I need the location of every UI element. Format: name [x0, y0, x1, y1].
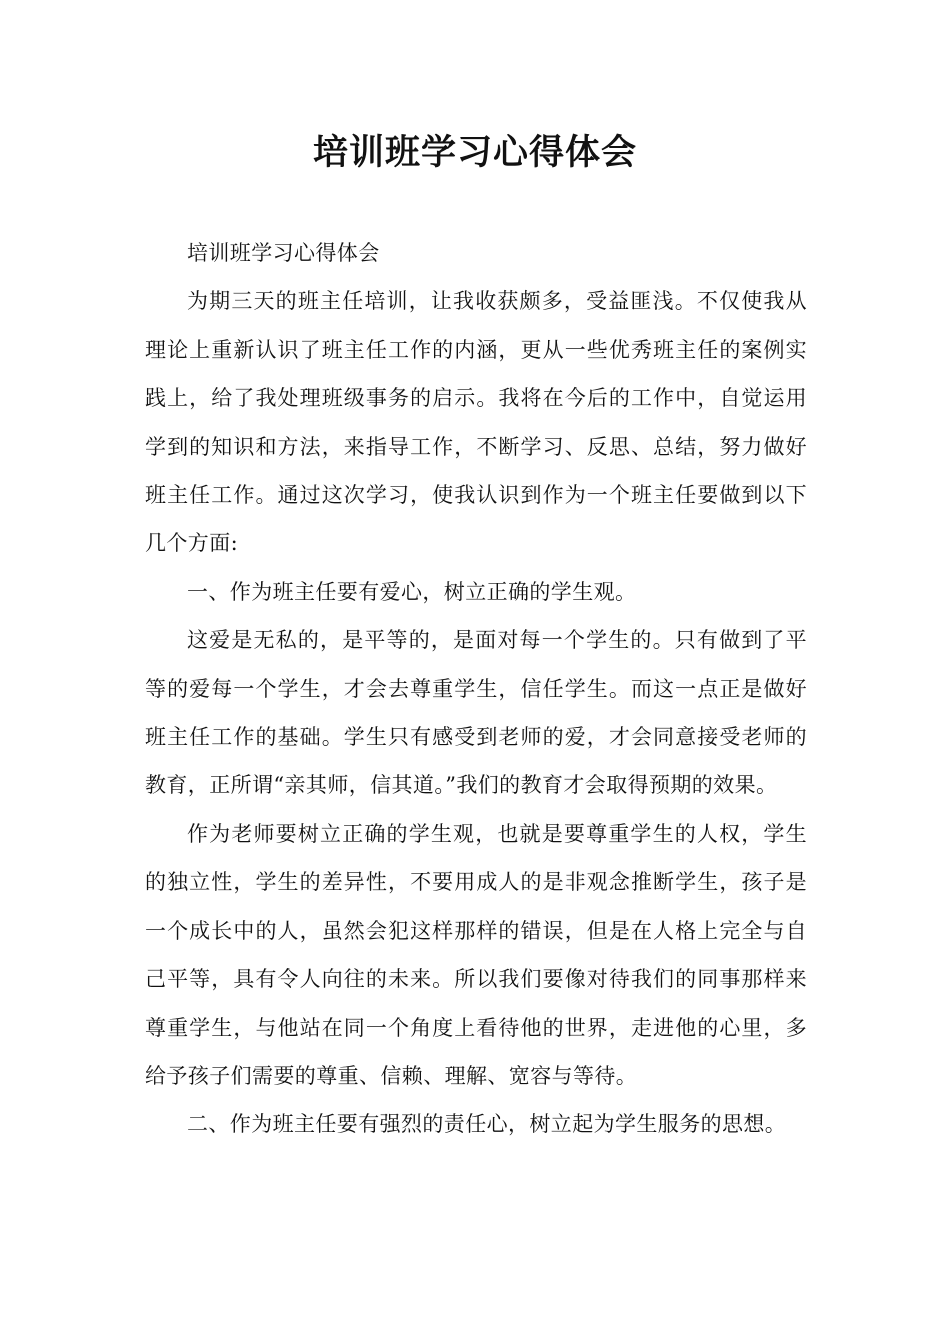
paragraph-student-view: 作为老师要树立正确的学生观，也就是要尊重学生的人权，学生的独立性，学生的差异性，不要用成人的是非观念推断学生，孩子是一个成长中的人，虽然会犯这样那样的错误，但是在人格上完全与自己平等，具有令人向往的未来。所以我们要像对待我们的同事那样来尊重学生，与他站在同一个角度上看待他的世界，走进他的心里，多给予孩子们需要的尊重、信赖、理解、宽容与等待。: [145, 821, 807, 1088]
document-title: 培训班学习心得体会: [312, 132, 637, 173]
paragraph-subtitle: 培训班学习心得体会: [187, 241, 380, 265]
document-body: [145, 229, 807, 1149]
section-heading-2: 二、作为班主任要有强烈的责任心，树立起为学生服务的思想。: [187, 1112, 787, 1137]
section-heading-1: 一、作为班主任要有爱心，树立正确的学生观。: [187, 579, 637, 604]
paragraph-intro: 为期三天的班主任培训，让我收获颇多，受益匪浅。不仅使我从理论上重新认识了班主任工作的内涵，更从一些优秀班主任的案例实践上，给了我处理班级事务的启示。我将在今后的工作中，自觉运用学到的知识和方法，来指导工作，不断学习、反思、总结，努力做好班主任工作。通过这次学习，使我认识到作为一个班主任要做到以下几个方面:: [145, 289, 807, 556]
paragraph-love: 这爱是无私的，是平等的，是面对每一个学生的。只有做到了平等的爱每一个学生，才会去尊重学生，信任学生。而这一点正是做好班主任工作的基础。学生只有感受到老师的爱，才会同意接受老师的教育，正所谓“亲其师，信其道。”我们的教育才会取得预期的效果。: [145, 628, 807, 798]
